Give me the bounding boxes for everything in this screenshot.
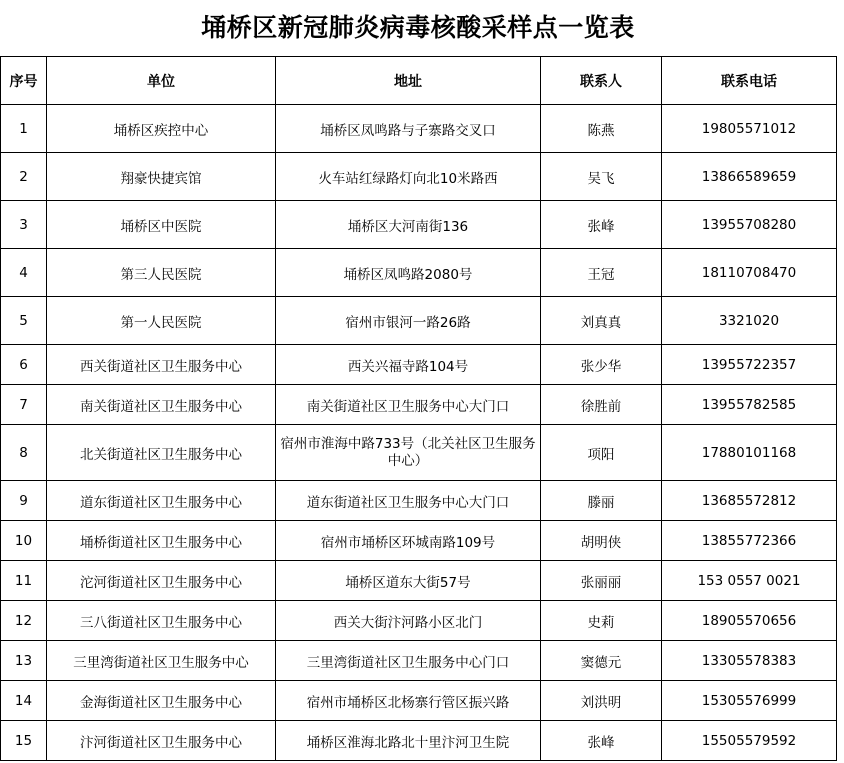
cell-address[interactable]: 埇桥区凤鸣路2080号 — [276, 249, 541, 297]
cell-address[interactable]: 三里湾街道社区卫生服务中心门口 — [276, 641, 541, 681]
cell-phone[interactable]: 13685572812 — [662, 481, 837, 521]
table-row — [1, 681, 837, 721]
cell-address[interactable]: 埇桥区凤鸣路与子寨路交叉口 — [276, 105, 541, 153]
cell-contact[interactable]: 吴飞 — [541, 153, 662, 201]
table-row — [1, 105, 837, 153]
table-row — [1, 297, 837, 345]
cell-contact[interactable]: 滕丽 — [541, 481, 662, 521]
cell-address[interactable]: 宿州市埇桥区环城南路109号 — [276, 521, 541, 561]
cell-unit[interactable]: 埇桥街道社区卫生服务中心 — [47, 521, 276, 561]
cell-contact[interactable]: 刘真真 — [541, 297, 662, 345]
cell-no[interactable]: 3 — [1, 201, 47, 249]
cell-unit[interactable]: 北关街道社区卫生服务中心 — [47, 425, 276, 481]
table-row — [1, 561, 837, 601]
header-contact[interactable]: 联系人 — [541, 57, 662, 105]
cell-contact[interactable]: 王冠 — [541, 249, 662, 297]
cell-unit[interactable]: 金海街道社区卫生服务中心 — [47, 681, 276, 721]
cell-unit[interactable]: 道东街道社区卫生服务中心 — [47, 481, 276, 521]
cell-phone[interactable]: 15305576999 — [662, 681, 837, 721]
cell-address[interactable]: 宿州市埇桥区北杨寨行管区振兴路 — [276, 681, 541, 721]
cell-no[interactable]: 11 — [1, 561, 47, 601]
cell-contact[interactable]: 张峰 — [541, 201, 662, 249]
table-row — [1, 385, 837, 425]
cell-no[interactable]: 7 — [1, 385, 47, 425]
cell-address[interactable]: 埇桥区淮海北路北十里汴河卫生院 — [276, 721, 541, 761]
cell-no[interactable]: 4 — [1, 249, 47, 297]
cell-contact[interactable]: 胡明侠 — [541, 521, 662, 561]
cell-no[interactable]: 10 — [1, 521, 47, 561]
cell-contact[interactable]: 刘洪明 — [541, 681, 662, 721]
cell-phone[interactable]: 13955722357 — [662, 345, 837, 385]
cell-unit[interactable]: 西关街道社区卫生服务中心 — [47, 345, 276, 385]
cell-no[interactable]: 2 — [1, 153, 47, 201]
cell-no[interactable]: 13 — [1, 641, 47, 681]
table-row — [1, 601, 837, 641]
cell-contact[interactable]: 窦德元 — [541, 641, 662, 681]
cell-phone[interactable]: 15505579592 — [662, 721, 837, 761]
cell-phone[interactable]: 13955708280 — [662, 201, 837, 249]
cell-phone[interactable]: 18110708470 — [662, 249, 837, 297]
cell-phone[interactable]: 13305578383 — [662, 641, 837, 681]
cell-unit[interactable]: 翔豪快捷宾馆 — [47, 153, 276, 201]
cell-address[interactable]: 火车站红绿路灯向北10米路西 — [276, 153, 541, 201]
cell-no[interactable]: 12 — [1, 601, 47, 641]
table-row — [1, 201, 837, 249]
cell-unit[interactable]: 三八街道社区卫生服务中心 — [47, 601, 276, 641]
cell-address[interactable]: 宿州市淮海中路733号（北关社区卫生服务中心） — [276, 425, 541, 481]
cell-contact[interactable]: 陈燕 — [541, 105, 662, 153]
cell-no[interactable]: 5 — [1, 297, 47, 345]
table-row — [1, 345, 837, 385]
cell-phone[interactable]: 19805571012 — [662, 105, 837, 153]
cell-address[interactable]: 道东街道社区卫生服务中心大门口 — [276, 481, 541, 521]
cell-contact[interactable]: 史莉 — [541, 601, 662, 641]
cell-unit[interactable]: 三里湾街道社区卫生服务中心 — [47, 641, 276, 681]
table-row — [1, 521, 837, 561]
cell-contact[interactable]: 项阳 — [541, 425, 662, 481]
cell-contact[interactable]: 徐胜前 — [541, 385, 662, 425]
cell-no[interactable]: 6 — [1, 345, 47, 385]
cell-no[interactable]: 8 — [1, 425, 47, 481]
cell-phone[interactable]: 18905570656 — [662, 601, 837, 641]
cell-no[interactable]: 14 — [1, 681, 47, 721]
header-address[interactable]: 地址 — [276, 57, 541, 105]
table-header-row — [1, 57, 837, 105]
cell-contact[interactable]: 张少华 — [541, 345, 662, 385]
table-row — [1, 721, 837, 761]
table-row — [1, 481, 837, 521]
cell-unit[interactable]: 埇桥区中医院 — [47, 201, 276, 249]
cell-unit[interactable]: 埇桥区疾控中心 — [47, 105, 276, 153]
cell-unit[interactable]: 汴河街道社区卫生服务中心 — [47, 721, 276, 761]
cell-phone[interactable]: 13866589659 — [662, 153, 837, 201]
cell-phone[interactable]: 17880101168 — [662, 425, 837, 481]
cell-address[interactable]: 南关街道社区卫生服务中心大门口 — [276, 385, 541, 425]
cell-no[interactable]: 1 — [1, 105, 47, 153]
header-phone[interactable]: 联系电话 — [662, 57, 837, 105]
sampling-sites-table — [0, 56, 837, 761]
cell-address[interactable]: 宿州市银河一路26路 — [276, 297, 541, 345]
cell-no[interactable]: 9 — [1, 481, 47, 521]
cell-unit[interactable]: 沱河街道社区卫生服务中心 — [47, 561, 276, 601]
table-row — [1, 641, 837, 681]
cell-phone[interactable]: 153 0557 0021 — [662, 561, 837, 601]
sheet-title: 埇桥区新冠肺炎病毒核酸采样点一览表 — [201, 13, 635, 42]
cell-no[interactable]: 15 — [1, 721, 47, 761]
header-unit[interactable]: 单位 — [47, 57, 276, 105]
cell-phone[interactable]: 3321020 — [662, 297, 837, 345]
table-row — [1, 249, 837, 297]
header-no[interactable]: 序号 — [1, 57, 47, 105]
cell-phone[interactable]: 13855772366 — [662, 521, 837, 561]
table-row — [1, 425, 837, 481]
cell-contact[interactable]: 张丽丽 — [541, 561, 662, 601]
cell-address[interactable]: 埇桥区道东大街57号 — [276, 561, 541, 601]
cell-address[interactable]: 埇桥区大河南街136 — [276, 201, 541, 249]
cell-unit[interactable]: 第三人民医院 — [47, 249, 276, 297]
cell-phone[interactable]: 13955782585 — [662, 385, 837, 425]
cell-contact[interactable]: 张峰 — [541, 721, 662, 761]
cell-unit[interactable]: 南关街道社区卫生服务中心 — [47, 385, 276, 425]
cell-address[interactable]: 西关兴福寺路104号 — [276, 345, 541, 385]
cell-address[interactable]: 西关大街汴河路小区北门 — [276, 601, 541, 641]
table-row — [1, 153, 837, 201]
cell-unit[interactable]: 第一人民医院 — [47, 297, 276, 345]
